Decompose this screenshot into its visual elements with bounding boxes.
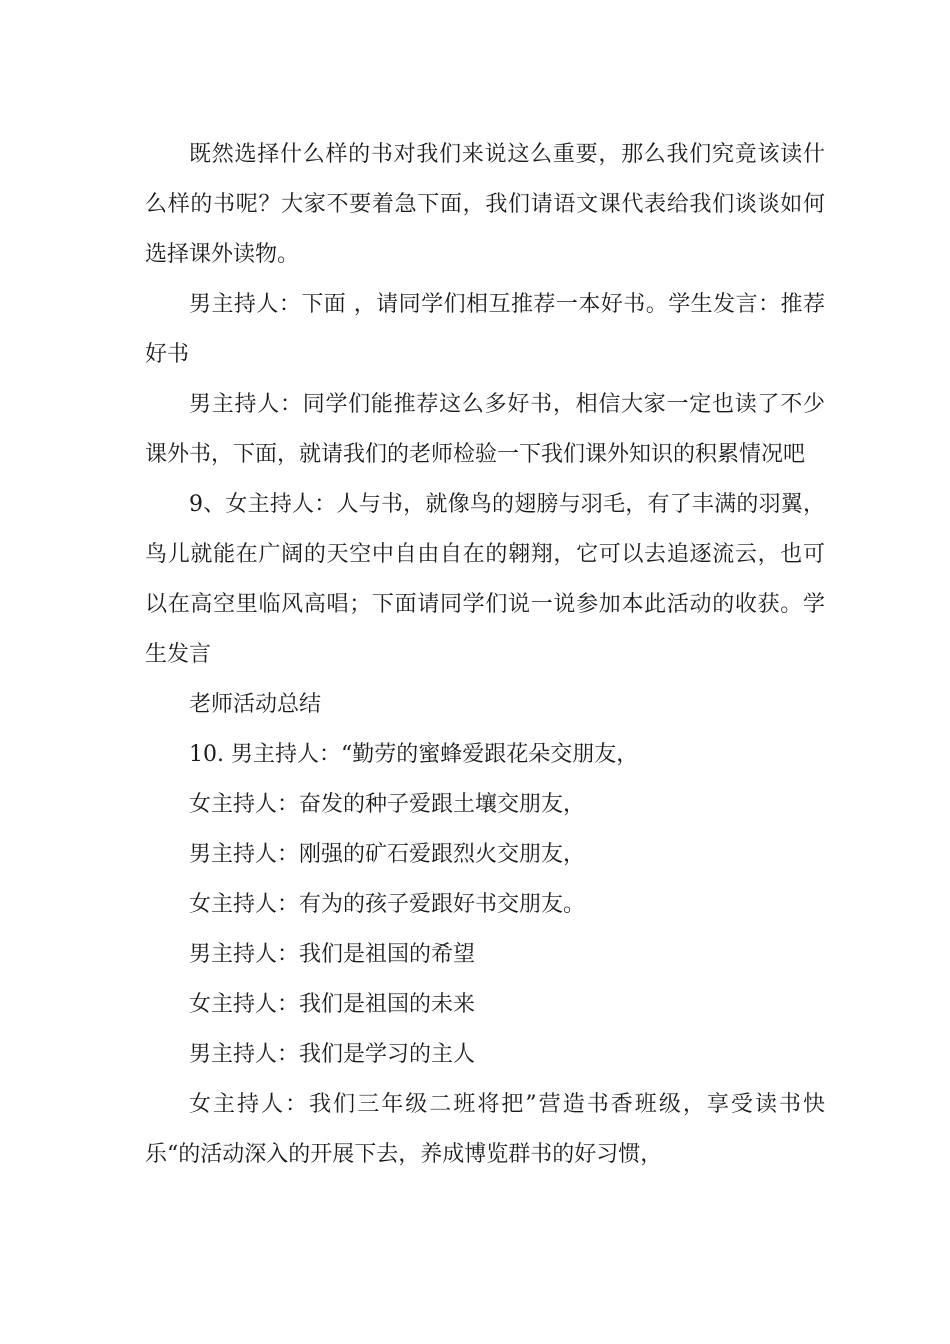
- document-body: [145, 130, 825, 1180]
- paragraph-item-9: 9、女主持人：人与书，就像鸟的翅膀与羽毛，有了丰满的羽翼，鸟儿就能在广阔的天空中自由自在的翱翔，它可以去追逐流云，也可以在高空里临风高唱；下面请同学们说一说参加本此活动的收获。学生发言: [145, 492, 825, 667]
- paragraph-line-ore: 男主持人：刚强的矿石爱跟烈火交朋友，: [189, 842, 586, 867]
- paragraph-line-seed: 女主持人：奋发的种子爱跟土壤交朋友，: [189, 792, 586, 817]
- paragraph-item-10: 10. 男主持人：“勤劳的蜜蜂爱跟花朵交朋友，: [189, 742, 639, 767]
- paragraph-line-children: 女主持人：有为的孩子爱跟好书交朋友。: [189, 892, 586, 917]
- paragraph-line-hope: 男主持人：我们是祖国的希望: [189, 942, 476, 967]
- paragraph-closing: 女主持人：我们三年级二班将把”营造书香班级，享受读书快乐“的活动深入的开展下去，养成博览群书的好习惯，: [145, 1092, 825, 1167]
- paragraph-teacher-quiz: 男主持人：同学们能推荐这么多好书，相信大家一定也读了不少课外书，下面，就请我们的老师检验一下我们课外知识的积累情况吧: [145, 392, 825, 467]
- paragraph-recommend-books: 男主持人：下面 ，请同学们相互推荐一本好书。学生发言：推荐好书: [145, 292, 825, 367]
- paragraph-line-masters: 男主持人：我们是学习的主人: [189, 1042, 476, 1067]
- paragraph-choose-books: 既然选择什么样的书对我们来说这么重要，那么我们究竟该读什么样的书呢？大家不要着急下面，我们请语文课代表给我们谈谈如何选择课外读物。: [145, 142, 825, 267]
- paragraph-line-future: 女主持人：我们是祖国的未来: [189, 992, 476, 1017]
- paragraph-teacher-summary: 老师活动总结: [189, 692, 322, 717]
